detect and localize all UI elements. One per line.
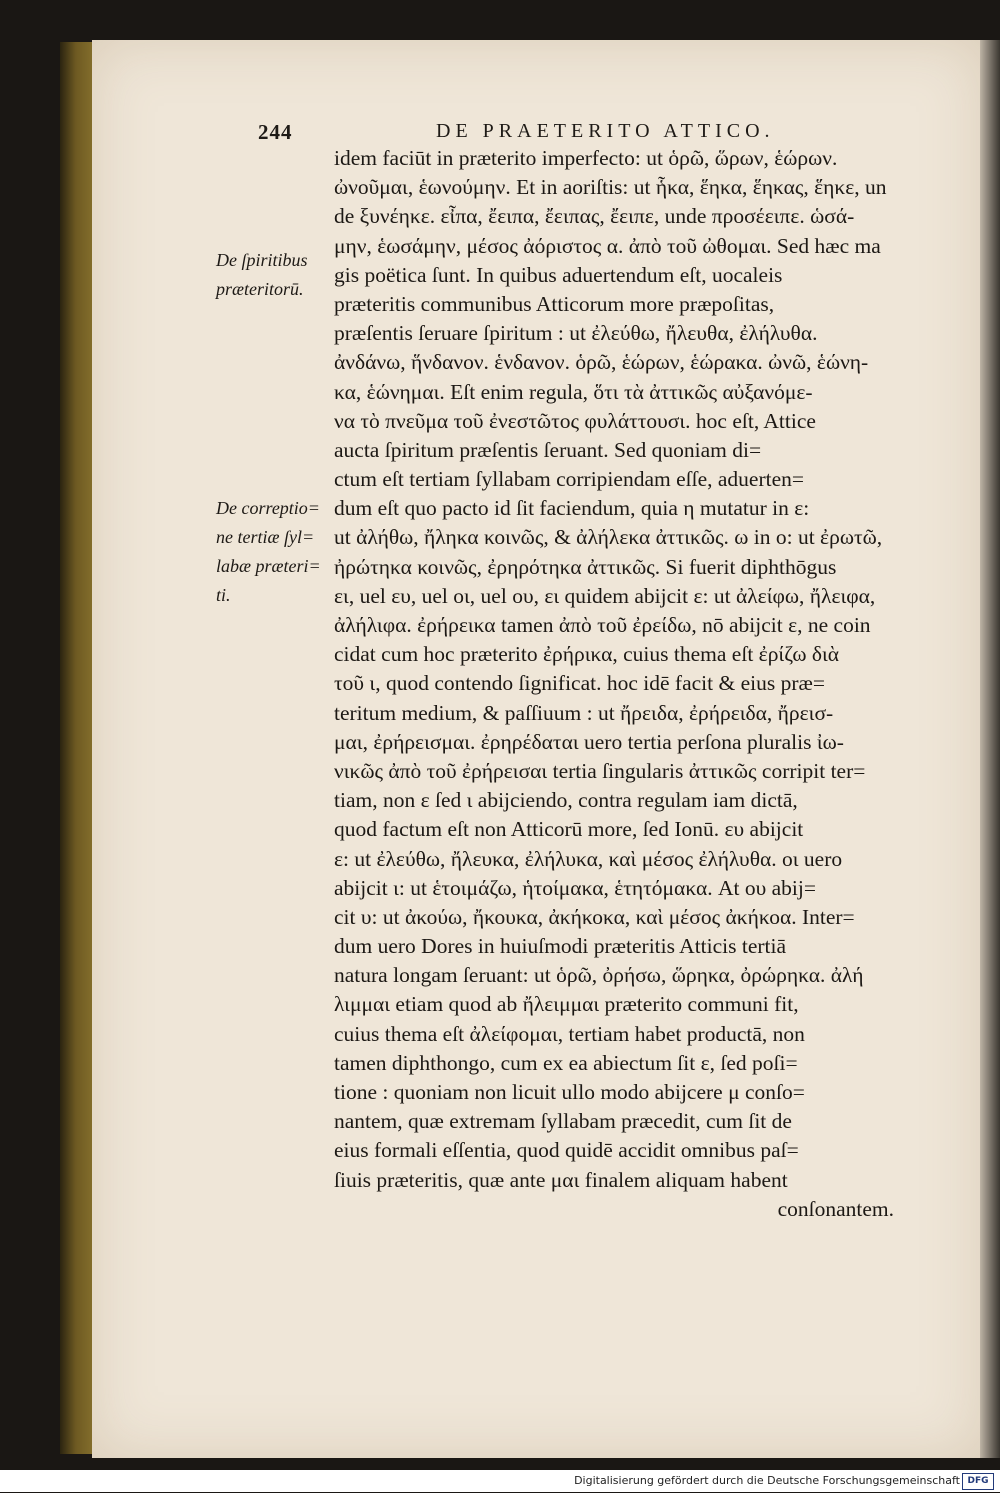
page-number: 244 <box>258 120 293 144</box>
text-line: tamen diphthongo, cum ex ea abiectum ſit ε, ſed poſi= <box>334 1050 798 1075</box>
text-line: conſonantem. <box>777 1196 894 1221</box>
text-line: ὠνοῦμαι, ἑωνούμην. Et in aoriſtis: ut ἧκα, ἕηκα, ἕηκας, ἕηκε, un <box>334 175 887 200</box>
text-line: tiam, non ε ſed ι abijciendo, contra regulam iam dictā, <box>334 788 798 813</box>
text-line: cidat cum hoc præterito ἐρήρικα, cuius thema eſt ἐρίζω διὰ <box>334 642 840 667</box>
text-line: νικῶς ἀπὸ τοῦ ἐρήρεισαι tertia ſingularis ἀττικῶς corripit ter= <box>334 758 866 783</box>
margin-note-line: De correptio= <box>216 498 320 518</box>
text-line: præteritis communibus Atticorum more præpoſitas, <box>334 291 775 316</box>
text-line: cuius thema eſt ἀλείφομαι, tertiam habet productā, non <box>334 1021 805 1046</box>
text-line: λιμμαι etiam quod ab ἤλειμμαι præterito communi fit, <box>334 992 799 1017</box>
margin-note-line: ti. <box>216 585 231 605</box>
text-line: dum uero Dores in huiuſmodi præteritis Atticis tertiā <box>334 934 787 959</box>
text-line: tione : quoniam non licuit ullo modo abijcere μ conſo= <box>334 1080 805 1104</box>
text-line: præſentis ſeruare ſpiritum : ut ἐλεύθω, ἤλευθα, ἐλήλυθα. <box>334 321 818 346</box>
text-line: nantem, quæ extremam ſyllabam præcedit, cum ſit de <box>334 1109 792 1134</box>
main-text-block <box>334 144 894 1224</box>
text-line: τοῦ ι, quod contendo ſignificat. hoc idē facit & eius præ= <box>334 671 825 696</box>
text-line: κα, ἑώνημαι. Eſt enim regula, ὅτι τὰ ἀττικῶς αὐξανόμε- <box>334 379 813 404</box>
margin-note-line: De ſpiritibus <box>216 250 308 270</box>
text-line: teritum medium, & paſſiuum : ut ἤρειδα, ἐρήρειδα, ἤρεισ- <box>334 700 834 725</box>
text-line: μαι, ἐρήρεισμαι. ἐρηρέδαται uero tertia perſona pluralis ἰω- <box>334 729 844 754</box>
text-line: cit υ: ut ἀκούω, ἤκουκα, ἀκήκοκα, καὶ μέσος ἀκήκοα. Inter= <box>334 904 855 929</box>
text-line: idem faciūt in præterito imperfecto: ut ὁρῶ, ὥρων, ἑώρων. <box>334 146 838 170</box>
margin-note-line: ne tertiæ ſyl= <box>216 527 315 547</box>
running-title: DE PRAETERITO ATTICO. <box>436 120 775 142</box>
margin-note-line: præteritorū. <box>216 279 304 299</box>
text-line: ε: ut ἐλεύθω, ἤλευκα, ἐλήλυκα, καὶ μέσος ἐλήλυθα. οι uero <box>334 846 843 871</box>
text-line: aucta ſpiritum præſentis ſeruant. Sed quoniam di= <box>334 437 762 462</box>
scan-right-edge <box>980 40 1000 1458</box>
book-page <box>92 40 982 1458</box>
footer-bar <box>0 1470 1000 1492</box>
dfg-logo: DFG <box>962 1473 994 1490</box>
text-line: ſiuis præteritis, quæ ante μαι finalem aliquam habent <box>334 1167 788 1192</box>
text-line: ut ἀλήθω, ἤληκα κοινῶς, & ἀλήλεκα ἀττικῶς. ω in ο: ut ἐρωτῶ, <box>334 525 883 550</box>
text-line: ἀλήλιφα. ἐρήρεικα tamen ἀπὸ τοῦ ἐρείδω, nō abijcit ε, ne coin <box>334 613 871 637</box>
margin-note-line: labæ præteri= <box>216 556 321 576</box>
text-line: de ξυνέηκε. εἶπα, ἔειπα, ἔειπας, ἔειπε, unde προσέειπε. ὡσά- <box>334 204 855 229</box>
text-line: να τὸ πνεῦμα τοῦ ἐνεστῶτος φυλάττουσι. hoc eſt, Attice <box>334 408 816 433</box>
text-line: natura longam ſeruant: ut ὁρῶ, ὀρήσω, ὥρηκα, ὀρώρηκα. ἀλή <box>334 963 864 988</box>
digitization-credit: Digitalisierung gefördert durch die Deutsche Forschungsgemeinschaft <box>574 1474 960 1487</box>
margin-note-spiritibus <box>216 246 336 304</box>
text-line: quod factum eſt non Atticorū more, ſed Ionū. ευ abijcit <box>334 817 804 842</box>
text-line: gis poëtica ſunt. In quibus aduertendum eſt, uocaleis <box>334 262 783 287</box>
text-line: ctum eſt tertiam ſyllabam corripiendam eſſe, aduerten= <box>334 467 805 492</box>
text-line: ἀνδάνω, ἥνδανον. ἑνδανον. ὁρῶ, ἑώρων, ἑώρακα. ὠνῶ, ἑώνη- <box>334 350 869 375</box>
text-line: abijcit ι: ut ἑτοιμάζω, ἡτοίμακα, ἑτητόμακα. At ου abij= <box>334 875 816 900</box>
text-line: μην, ἑωσάμην, μέσος ἀόριστος α. ἀπὸ τοῦ ὠθομαι. Sed hæc ma <box>334 233 881 258</box>
text-line: ει, uel ευ, uel οι, uel ου, ει quidem abijcit ε: ut ἀλείφω, ἤλειφα, <box>334 583 876 608</box>
text-line: eius formali eſſentia, quod quidē accidit omnibus paſ= <box>334 1138 799 1163</box>
text-line: ἠρώτηκα κοινῶς, ἐρηρότηκα ἀττικῶς. Si fuerit diphthōgus <box>334 554 837 579</box>
text-line: dum eſt quo pacto id ſit faciendum, quia η mutatur in ε: <box>334 496 810 521</box>
margin-note-correptione <box>216 494 336 610</box>
